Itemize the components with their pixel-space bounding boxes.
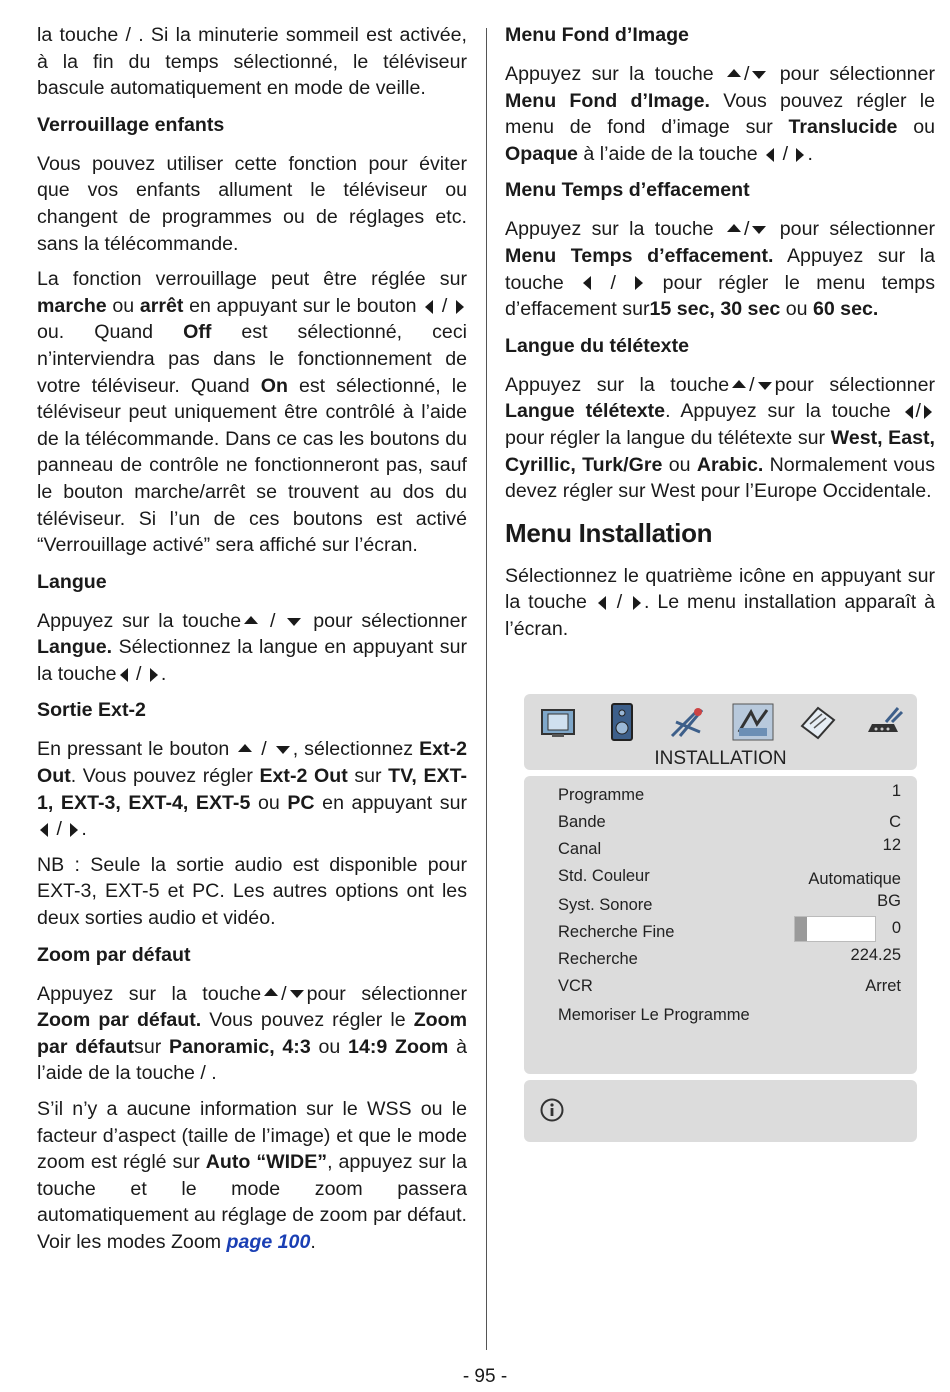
up-arrow-icon bbox=[732, 380, 746, 388]
down-arrow-icon bbox=[287, 618, 301, 626]
left-arrow-icon bbox=[120, 668, 128, 682]
right-arrow-icon bbox=[635, 276, 643, 290]
paragraph: NB : Seule la sortie audio est disponible pour EXT-3, EXT-5 et PC. Les autres options ont les deux sorties audio et vidéo. bbox=[37, 853, 467, 930]
up-arrow-icon bbox=[727, 224, 741, 232]
page-link[interactable]: page 100 bbox=[226, 1230, 311, 1253]
paragraph: En pressant le bouton / , sélectionnez Ext-2 Out. Vous pouvez régler Ext-2 Out sur TV, EXT-1, EXT-3, EXT-4, EXT-5 ou PC en appuyant sur / . bbox=[37, 738, 468, 841]
sound-icon[interactable] bbox=[600, 702, 644, 742]
heading-langue-teletexte: Langue du télétexte bbox=[505, 334, 689, 357]
menu-row-recherche[interactable]: Recherche 224.25 bbox=[558, 946, 901, 968]
page-number: - 95 - bbox=[462, 1366, 508, 1387]
left-arrow-icon bbox=[425, 300, 433, 314]
left-arrow-icon bbox=[40, 823, 48, 837]
menu-row-bande[interactable]: Bande C bbox=[558, 813, 901, 831]
menu-row-recherche-fine[interactable]: Recherche Fine 0 bbox=[558, 919, 901, 941]
down-arrow-icon bbox=[752, 226, 766, 234]
paragraph: la touche / . Si la minuterie sommeil est activée, à la fin du temps sélectionné, le téléviseur bascule automatiquement en mode de veille. bbox=[37, 24, 467, 100]
up-arrow-icon bbox=[238, 744, 252, 752]
heading-zoom: Zoom par défaut bbox=[37, 943, 191, 966]
heading-sortie-ext2: Sortie Ext-2 bbox=[37, 699, 146, 722]
menu-row-canal[interactable]: Canal 12 bbox=[558, 836, 901, 858]
up-arrow-icon bbox=[727, 69, 741, 77]
paragraph: Appuyez sur la touche / pour sélectionner Langue. Sélectionnez la langue en appuyant sur la touche / . bbox=[37, 609, 467, 685]
heading-verrouillage: Verrouillage enfants bbox=[37, 113, 225, 136]
paragraph: Vous pouvez utiliser cette fonction pour éviter que vos enfants allument le téléviseur ou changent de programmes ou de réglages etc. sans la télécommande. bbox=[37, 152, 467, 255]
features-icon[interactable] bbox=[666, 702, 710, 742]
right-arrow-icon bbox=[633, 596, 641, 610]
right-arrow-icon bbox=[924, 405, 932, 419]
menu-row-std-couleur[interactable]: Std. Couleur Automatique bbox=[558, 867, 901, 888]
paragraph: Sélectionnez le quatrième icône en appuyant sur la touche / . Le menu installation apparaît à l’écran. bbox=[505, 564, 935, 640]
menu-icon-bar bbox=[524, 694, 917, 770]
paragraph: Appuyez sur la touche / pour sélectionner Menu Temps d’effacement. Appuyez sur la touche / pour régler le menu temps d’effacement sur15 sec, 30 sec ou 60 sec. bbox=[505, 218, 935, 321]
menu-title: INSTALLATION bbox=[654, 748, 787, 769]
paragraph: Appuyez sur la touche / pour sélectionner Menu Fond d’Image. Vous pouvez régler le menu de fond d’image sur Translucide ou Opaque à l’aide de la touche / . bbox=[505, 63, 935, 165]
settings-icon[interactable] bbox=[862, 702, 906, 742]
heading-temps-effacement: Menu Temps d’effacement bbox=[505, 179, 750, 202]
heading-fond-image: Menu Fond d’Image bbox=[505, 24, 689, 46]
heading-langue: Langue bbox=[37, 570, 107, 593]
info-icon bbox=[540, 1098, 564, 1122]
paragraph: S’il n’y a aucune information sur le WSS ou le facteur d’aspect (taille de l’image) et que le mode zoom est réglé sur Auto “WIDE”, appuyez sur la touche et le mode zoom passera automatiquement au réglage de zoom par défaut. Voir les modes Zoom page 100. bbox=[37, 1098, 467, 1253]
column-divider bbox=[486, 28, 487, 1350]
menu-row-programme[interactable]: Programme 1 bbox=[558, 782, 901, 804]
right-arrow-icon bbox=[150, 668, 158, 682]
heading-menu-installation: Menu Installation bbox=[505, 517, 713, 548]
paragraph: Appuyez sur la touche / pour sélectionner Langue télétexte. Appuyez sur la touche / pour régler la langue du télétexte sur West, East, Cyrillic, Turk/Gre ou Arabic. Normalement vous devez régler sur West pour l’Europe Occidentale. bbox=[505, 373, 935, 503]
right-column bbox=[505, 22, 935, 652]
down-arrow-icon bbox=[758, 382, 772, 390]
right-arrow-icon bbox=[456, 300, 464, 314]
down-arrow-icon bbox=[290, 990, 304, 998]
menu-info-bar bbox=[524, 1080, 917, 1142]
menu-row-memoriser[interactable]: Memoriser Le Programme bbox=[558, 1006, 750, 1024]
paragraph: La fonction verrouillage peut être réglée sur marche ou arrêt en appuyant sur le bouton / ou. Quand Off est sélectionné, ceci n’interviendra pas dans le fonctionnement de votre téléviseur. Quand On est sélectionné, le téléviseur peut uniquement être contrôlé à l’aide de la télécommande. Dans ce cas les boutons du panneau de contrôle ne fonctionneront pas, sauf le bouton marche/arrêt se trouvent au dos du téléviseur. Si l’un de ces boutons est activé “Verrouillage activé” sera affiché sur l’écran. bbox=[37, 268, 467, 557]
right-arrow-icon bbox=[70, 823, 78, 837]
menu-row-syst-sonore[interactable]: Syst. Sonore BG bbox=[558, 892, 901, 914]
installation-icon[interactable] bbox=[731, 702, 775, 742]
left-arrow-icon bbox=[766, 148, 774, 162]
down-arrow-icon bbox=[276, 746, 290, 754]
tv-installation-menu bbox=[524, 694, 917, 1142]
left-arrow-icon bbox=[905, 405, 913, 419]
menu-row-vcr[interactable]: VCR Arret bbox=[558, 977, 901, 995]
up-arrow-icon bbox=[264, 988, 278, 996]
up-arrow-icon bbox=[244, 616, 258, 624]
picture-icon[interactable] bbox=[536, 702, 580, 742]
source-list-icon[interactable] bbox=[796, 702, 840, 742]
left-column bbox=[37, 22, 467, 1265]
down-arrow-icon bbox=[752, 71, 766, 79]
left-arrow-icon bbox=[598, 596, 606, 610]
right-arrow-icon bbox=[796, 148, 804, 162]
paragraph: Appuyez sur la touche / pour sélectionner Zoom par défaut. Vous pouvez régler le Zoom par défautsur Panoramic, 4:3 ou 14:9 Zoom à l’aide de la touche / . bbox=[37, 982, 468, 1085]
left-arrow-icon bbox=[583, 276, 591, 290]
menu-settings-list bbox=[524, 776, 917, 1074]
